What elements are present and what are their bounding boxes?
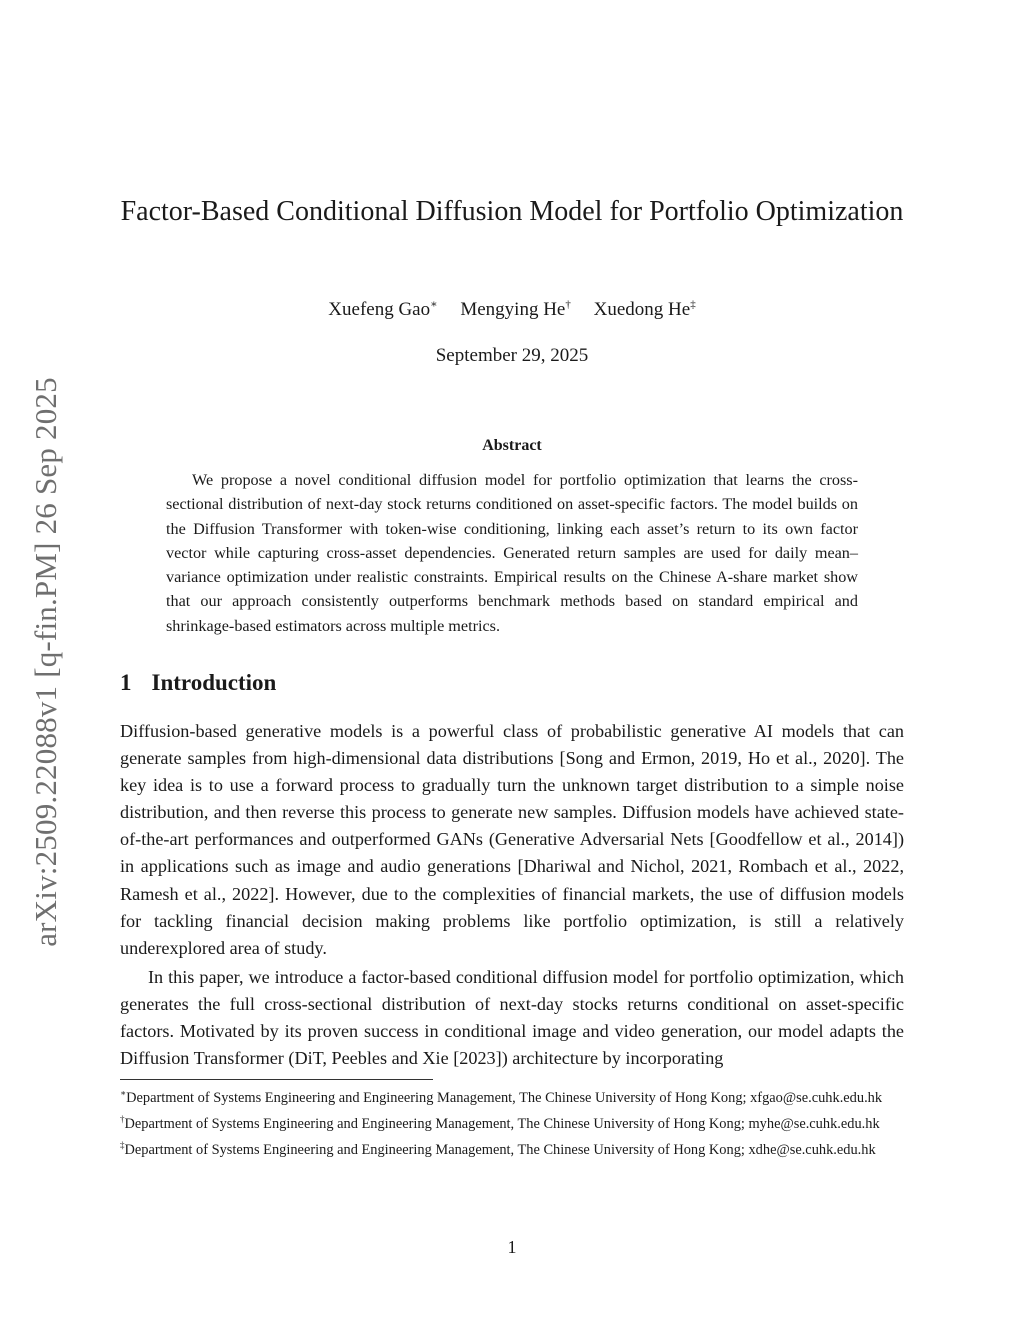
author-xuedong-he [594,299,696,320]
footnote-text: Department of Systems Engineering and Engineering Management, The Chinese University of Hong Kong; xfgao@se.cuhk.edu.hk [126,1089,883,1106]
author-footnote-mark: † [565,299,571,311]
author-footnote-mark: ∗ [430,299,438,311]
footnote-mark: ‡ [120,1140,125,1150]
footnote-mark: ∗ [120,1088,127,1098]
footnote-text: Department of Systems Engineering and Engineering Management, The Chinese University of Hong Kong; myhe@se.cuhk.edu.hk [124,1115,880,1132]
section-heading-introduction [120,670,276,696]
author-mengying-he [460,299,571,320]
author-name: Xuedong He [593,299,691,321]
abstract-text: We propose a novel conditional diffusion model for portfolio optimization that learns the cross-sectional distribution of next-day stock returns conditioned on asset-specific factors. The model builds on the Diffusion Transformer with token-wise conditioning, linking each asset’s return to its own factor vector while capturing cross-asset dependencies. Generated return samples are used for daily mean–variance optimization under realistic constraints. Empirical results on the Chinese A-share market show that our approach consistently outperforms benchmark methods based on standard empirical and shrinkage-based estimators across multiple metrics. [166,471,858,635]
footnotes [120,1083,904,1161]
author-list [120,298,904,321]
author-gao [328,299,437,320]
author-footnote-mark: ‡ [690,299,696,311]
section-title: Introduction [151,670,277,695]
footnote-xuedong-he [120,1135,904,1161]
footnote-mark: † [120,1114,125,1124]
author-name: Mengying He [460,299,566,321]
footnote-gao [120,1083,904,1109]
section-number: 1 [120,670,132,695]
arxiv-identifier-stamp: arXiv:2509.22088v1 [q-fin.PM] 26 Sep 2025 [28,377,63,947]
footnote-divider [120,1079,433,1080]
page-number: 1 [507,1237,517,1257]
intro-paragraph-2: In this paper, we introduce a factor-based conditional diffusion model for portfolio optimization, which generates the full cross-sectional distribution of next-day stocks returns conditional on asset-specific factors. Motivated by its proven success in conditional image and video generation, our model adapts the Diffusion Transformer (DiT, Peebles and Xie [2023]) architecture by incorporating [120,967,904,1069]
footnote-mengying-he [120,1109,904,1135]
footnote-text: Department of Systems Engineering and Engineering Management, The Chinese University of Hong Kong; xdhe@se.cuhk.edu.hk [124,1141,876,1158]
author-name: Xuefeng Gao [328,299,431,321]
intro-paragraph-1: Diffusion-based generative models is a powerful class of probabilistic generative AI models that can generate samples from high-dimensional data distributions [Song and Ermon, 2019, Ho et al., 2020]. The key idea is to use a forward process to gradually turn the unknown target distribution to a simple noise distribution, and then reverse this process to generate new samples. Diffusion models have achieved state-of-the-art performances and outperformed GANs (Generative Adversarial Nets [Goodfellow et al., 2014]) in applications such as image and audio generations [Dhariwal and Nichol, 2021, Rombach et al., 2022, Ramesh et al., 2022]. However, due to the complexities of financial markets, the use of diffusion models for tackling financial decision making problems like portfolio optimization, is still a relatively underexplored area of study. [120,721,904,958]
abstract-heading: Abstract [482,437,542,454]
paper-title: Factor-Based Conditional Diffusion Model for Portfolio Optimization [120,196,904,227]
publication-date: September 29, 2025 [435,345,589,366]
